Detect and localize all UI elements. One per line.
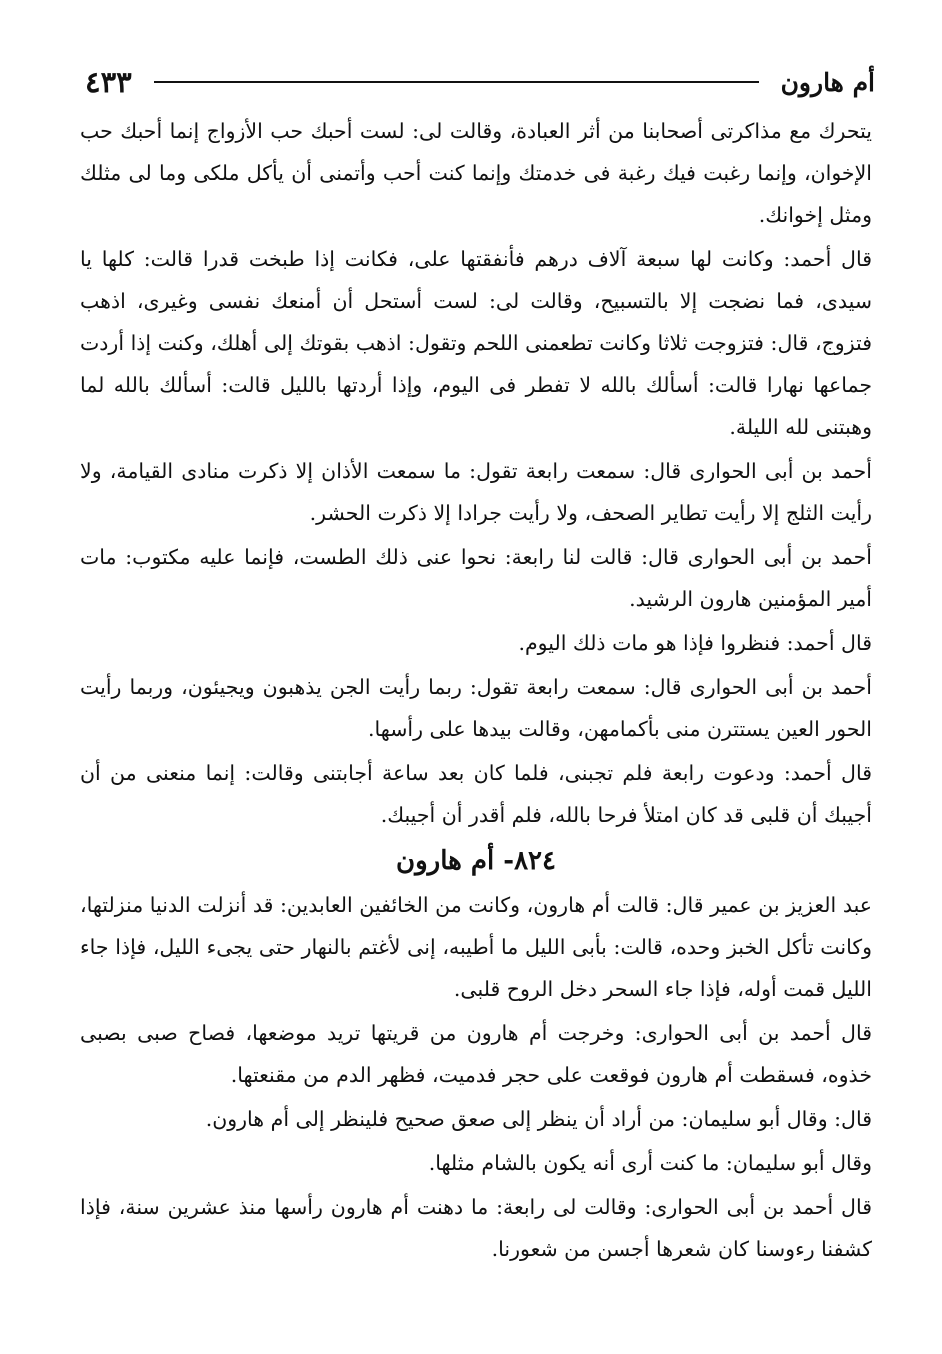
- paragraph: يتحرك مع مذاكرتى أصحابنا من أثر العبادة، وقالت لى: لست أحبك حب الأزواج إنما أحبك حب الإخوان، وإنما رغبت فيك رغبة فى خدمتك وإنما كنت أحب وأتمنى أن يأكل ملكى وما لى مثلك ومثل إخوانك.: [80, 119, 872, 227]
- header-rule: [154, 81, 759, 83]
- paragraph: عبد العزيز بن عمير قال: قالت أم هارون، وكانت من الخائفين العابدين: قد أنزلت الدنيا منزلتها، وكانت تأكل الخبز وحده، قالت: بأبى الليل ما أطيبه، إنى لأغتم بالنهار حتى يجىء الليل، فإذا جاء الليل قمت أوله، فإذا جاء السحر دخل الروح قلبى.: [80, 893, 872, 1001]
- paragraph: أحمد بن أبى الحوارى قال: سمعت رابعة تقول: ما سمعت الأذان إلا ذكرت منادى القيامة، ولا رأيت الثلج إلا رأيت تطاير الصحف، ولا رأيت جرادا إلا ذكرت الحشر.: [80, 459, 872, 525]
- paragraph: أحمد بن أبى الحوارى قال: قالت لنا رابعة: نحوا عنى ذلك الطست، فإنما عليه مكتوب: مات أمير المؤمنين هارون الرشيد.: [80, 545, 872, 611]
- paragraph: أحمد بن أبى الحوارى قال: سمعت رابعة تقول: ربما رأيت الجن يذهبون ويجيئون، وربما رأيت الحور العين يستترن منى بأكمامهن، وقالت بيدها على رأسها.: [80, 675, 872, 741]
- paragraph: قال أحمد: فنظروا فإذا هو مات ذلك اليوم.: [518, 631, 872, 655]
- section-heading: ٨٢٤- أم هارون: [396, 846, 556, 876]
- paragraph: وقال أبو سليمان: ما كنت أرى أنه يكون بالشام مثلها.: [428, 1151, 872, 1175]
- body-text: [80, 110, 872, 1272]
- paragraph: قال أحمد: وكانت لها سبعة آلاف درهم فأنفقتها على، فكانت إذا طبخت قدرا قالت: كلها يا سيدى، فما نضجت إلا بالتسبيح، وقالت لى: لست أستحل أن أمنعك نفسى وغيرى، اذهب فتزوج، قال: فتزوجت ثلاثا وكانت تطعمنى اللحم وتقول: اذهب بقوتك إلى أهلك، وكنت إذا أردت جماعها نهارا قالت: أسألك بالله لا تفطر فى اليوم، وإذا أردتها بالليل قالت: أسألك بالله لما وهبتنى لله الليلة.: [80, 247, 872, 439]
- paragraph: قال أحمد بن أبى الحوارى: وخرجت أم هارون من قريتها تريد موضعها، فصاح صبى بصبى خذوه، فسقطت أم هارون فوقعت على حجر فدميت، فظهر الدم من مقنعتها.: [80, 1021, 872, 1087]
- running-title: أم هارون: [780, 67, 875, 97]
- page-header: [85, 62, 875, 102]
- paragraph: قال أحمد: ودعوت رابعة فلم تجبنى، فلما كان بعد ساعة أجابتنى وقالت: إنما منعنى من أن أجيبك أن قلبى قد كان امتلأ فرحا بالله، فلم أقدر أن أجيبك.: [80, 761, 872, 827]
- paragraph: قال: وقال أبو سليمان: من أراد أن ينظر إلى صعق صحيح فلينظر إلى أم هارون.: [205, 1107, 872, 1131]
- page-number: ٤٣٣: [85, 65, 132, 99]
- paragraph: قال أحمد بن أبى الحوارى: وقالت لى رابعة: ما دهنت أم هارون رأسها منذ عشرين سنة، فإذا كشفنا رءوسنا كان شعرها أجسن من شعورنا.: [80, 1195, 872, 1261]
